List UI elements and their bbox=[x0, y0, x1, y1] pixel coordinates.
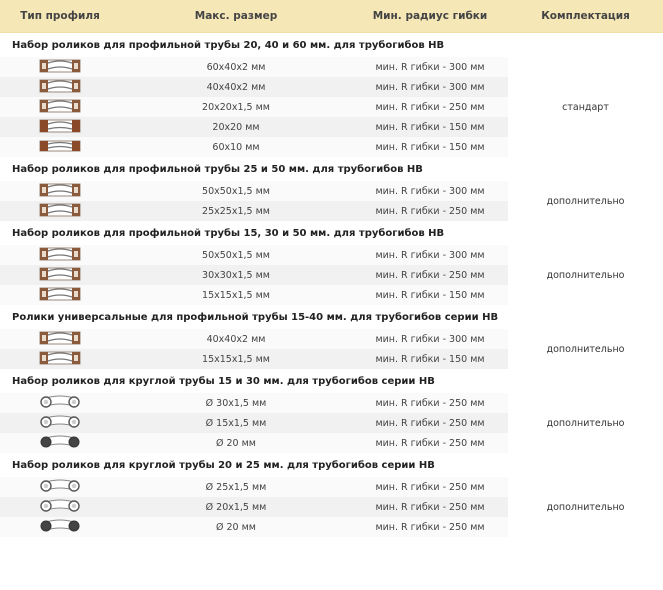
profile-cell bbox=[0, 57, 120, 77]
round-tube-roller-icon bbox=[39, 414, 81, 433]
kit-cell: дополнительно bbox=[508, 393, 663, 453]
max-size-cell: 20х20х1,5 мм bbox=[120, 97, 352, 117]
max-size-cell: Ø 20 мм bbox=[120, 517, 352, 537]
profile-cell bbox=[0, 265, 120, 285]
profile-cell bbox=[0, 497, 120, 517]
profile-cell bbox=[0, 137, 120, 157]
kit-cell: дополнительно bbox=[508, 245, 663, 305]
profile-cell bbox=[0, 77, 120, 97]
round-tube-roller-icon bbox=[39, 394, 81, 413]
table-body bbox=[0, 33, 663, 538]
max-size-cell: 25х25х1,5 мм bbox=[120, 201, 352, 221]
min-radius-cell: мин. R гибки - 300 мм bbox=[352, 245, 508, 265]
kit-cell: дополнительно bbox=[508, 477, 663, 537]
section-title: Набор роликов для профильной трубы 20, 40 и 60 мм. для трубогибов НВ bbox=[0, 33, 663, 58]
min-radius-cell: мин. R гибки - 300 мм bbox=[352, 181, 508, 201]
square-profile-roller-icon bbox=[39, 266, 81, 285]
table-row bbox=[0, 245, 663, 265]
max-size-cell: 40х40х2 мм bbox=[120, 77, 352, 97]
header-kit: Комплектация bbox=[508, 0, 663, 33]
min-radius-cell: мин. R гибки - 250 мм bbox=[352, 201, 508, 221]
table-row bbox=[0, 329, 663, 349]
min-radius-cell: мин. R гибки - 300 мм bbox=[352, 329, 508, 349]
min-radius-cell: мин. R гибки - 150 мм bbox=[352, 349, 508, 369]
min-radius-cell: мин. R гибки - 250 мм bbox=[352, 477, 508, 497]
square-profile-roller-icon bbox=[39, 246, 81, 265]
profile-cell bbox=[0, 477, 120, 497]
section-title-row bbox=[0, 369, 663, 393]
min-radius-cell: мин. R гибки - 250 мм bbox=[352, 265, 508, 285]
max-size-cell: 60х40х2 мм bbox=[120, 57, 352, 77]
profile-cell bbox=[0, 181, 120, 201]
table-header-row bbox=[0, 0, 663, 33]
max-size-cell: 15х15х1,5 мм bbox=[120, 285, 352, 305]
max-size-cell: 50х50х1,5 мм bbox=[120, 245, 352, 265]
max-size-cell: Ø 25х1,5 мм bbox=[120, 477, 352, 497]
table-row bbox=[0, 181, 663, 201]
table-row bbox=[0, 57, 663, 77]
min-radius-cell: мин. R гибки - 250 мм bbox=[352, 433, 508, 453]
section-title: Набор роликов для профильной трубы 25 и 50 мм. для трубогибов НВ bbox=[0, 157, 663, 181]
min-radius-cell: мин. R гибки - 250 мм bbox=[352, 413, 508, 433]
section-title-row bbox=[0, 221, 663, 245]
max-size-cell: Ø 15х1,5 мм bbox=[120, 413, 352, 433]
max-size-cell: Ø 20х1,5 мм bbox=[120, 497, 352, 517]
square-profile-roller-icon bbox=[39, 286, 81, 305]
header-max-size: Макс. размер bbox=[120, 0, 352, 33]
min-radius-cell: мин. R гибки - 150 мм bbox=[352, 137, 508, 157]
profile-cell bbox=[0, 517, 120, 537]
max-size-cell: 50х50х1,5 мм bbox=[120, 181, 352, 201]
table-row bbox=[0, 477, 663, 497]
min-radius-cell: мин. R гибки - 150 мм bbox=[352, 285, 508, 305]
section-title: Набор роликов для круглой трубы 15 и 30 мм. для трубогибов серии НВ bbox=[0, 369, 663, 393]
table-row bbox=[0, 393, 663, 413]
solid-round-roller-icon bbox=[39, 518, 81, 537]
section-title-row bbox=[0, 305, 663, 329]
max-size-cell: 15х15х1,5 мм bbox=[120, 349, 352, 369]
min-radius-cell: мин. R гибки - 250 мм bbox=[352, 97, 508, 117]
max-size-cell: 60х10 мм bbox=[120, 137, 352, 157]
square-profile-roller-icon bbox=[39, 58, 81, 77]
kit-cell: стандарт bbox=[508, 57, 663, 157]
max-size-cell: Ø 20 мм bbox=[120, 433, 352, 453]
min-radius-cell: мин. R гибки - 150 мм bbox=[352, 117, 508, 137]
header-min-radius: Мин. радиус гибки bbox=[352, 0, 508, 33]
max-size-cell: 40х40х2 мм bbox=[120, 329, 352, 349]
section-title: Набор роликов для профильной трубы 15, 30 и 50 мм. для трубогибов НВ bbox=[0, 221, 663, 245]
profile-cell bbox=[0, 285, 120, 305]
kit-cell: дополнительно bbox=[508, 329, 663, 369]
round-tube-roller-icon bbox=[39, 478, 81, 497]
header-profile-type: Тип профиля bbox=[0, 0, 120, 33]
min-radius-cell: мин. R гибки - 300 мм bbox=[352, 77, 508, 97]
max-size-cell: Ø 30х1,5 мм bbox=[120, 393, 352, 413]
profile-cell bbox=[0, 329, 120, 349]
square-profile-roller-icon bbox=[39, 350, 81, 369]
section-title: Ролики универсальные для профильной трубы 15-40 мм. для трубогибов серии НВ bbox=[0, 305, 663, 329]
profile-cell bbox=[0, 201, 120, 221]
section-title-row bbox=[0, 33, 663, 58]
kit-cell: дополнительно bbox=[508, 181, 663, 221]
square-profile-roller-icon bbox=[39, 330, 81, 349]
profile-cell bbox=[0, 393, 120, 413]
profile-cell bbox=[0, 117, 120, 137]
square-profile-roller-icon bbox=[39, 202, 81, 221]
solid-square-roller-icon bbox=[39, 118, 81, 137]
flat-profile-roller-icon bbox=[39, 138, 81, 157]
min-radius-cell: мин. R гибки - 250 мм bbox=[352, 497, 508, 517]
square-profile-roller-icon bbox=[39, 182, 81, 201]
round-tube-roller-icon bbox=[39, 498, 81, 517]
min-radius-cell: мин. R гибки - 250 мм bbox=[352, 393, 508, 413]
min-radius-cell: мин. R гибки - 300 мм bbox=[352, 57, 508, 77]
solid-round-roller-icon bbox=[39, 434, 81, 453]
profile-cell bbox=[0, 433, 120, 453]
square-profile-roller-icon bbox=[39, 78, 81, 97]
profile-cell bbox=[0, 97, 120, 117]
section-title-row bbox=[0, 157, 663, 181]
max-size-cell: 20х20 мм bbox=[120, 117, 352, 137]
square-profile-roller-icon bbox=[39, 98, 81, 117]
section-title: Набор роликов для круглой трубы 20 и 25 мм. для трубогибов серии НВ bbox=[0, 453, 663, 477]
profile-cell bbox=[0, 245, 120, 265]
section-title-row bbox=[0, 453, 663, 477]
profile-cell bbox=[0, 413, 120, 433]
profile-cell bbox=[0, 349, 120, 369]
min-radius-cell: мин. R гибки - 250 мм bbox=[352, 517, 508, 537]
max-size-cell: 30х30х1,5 мм bbox=[120, 265, 352, 285]
